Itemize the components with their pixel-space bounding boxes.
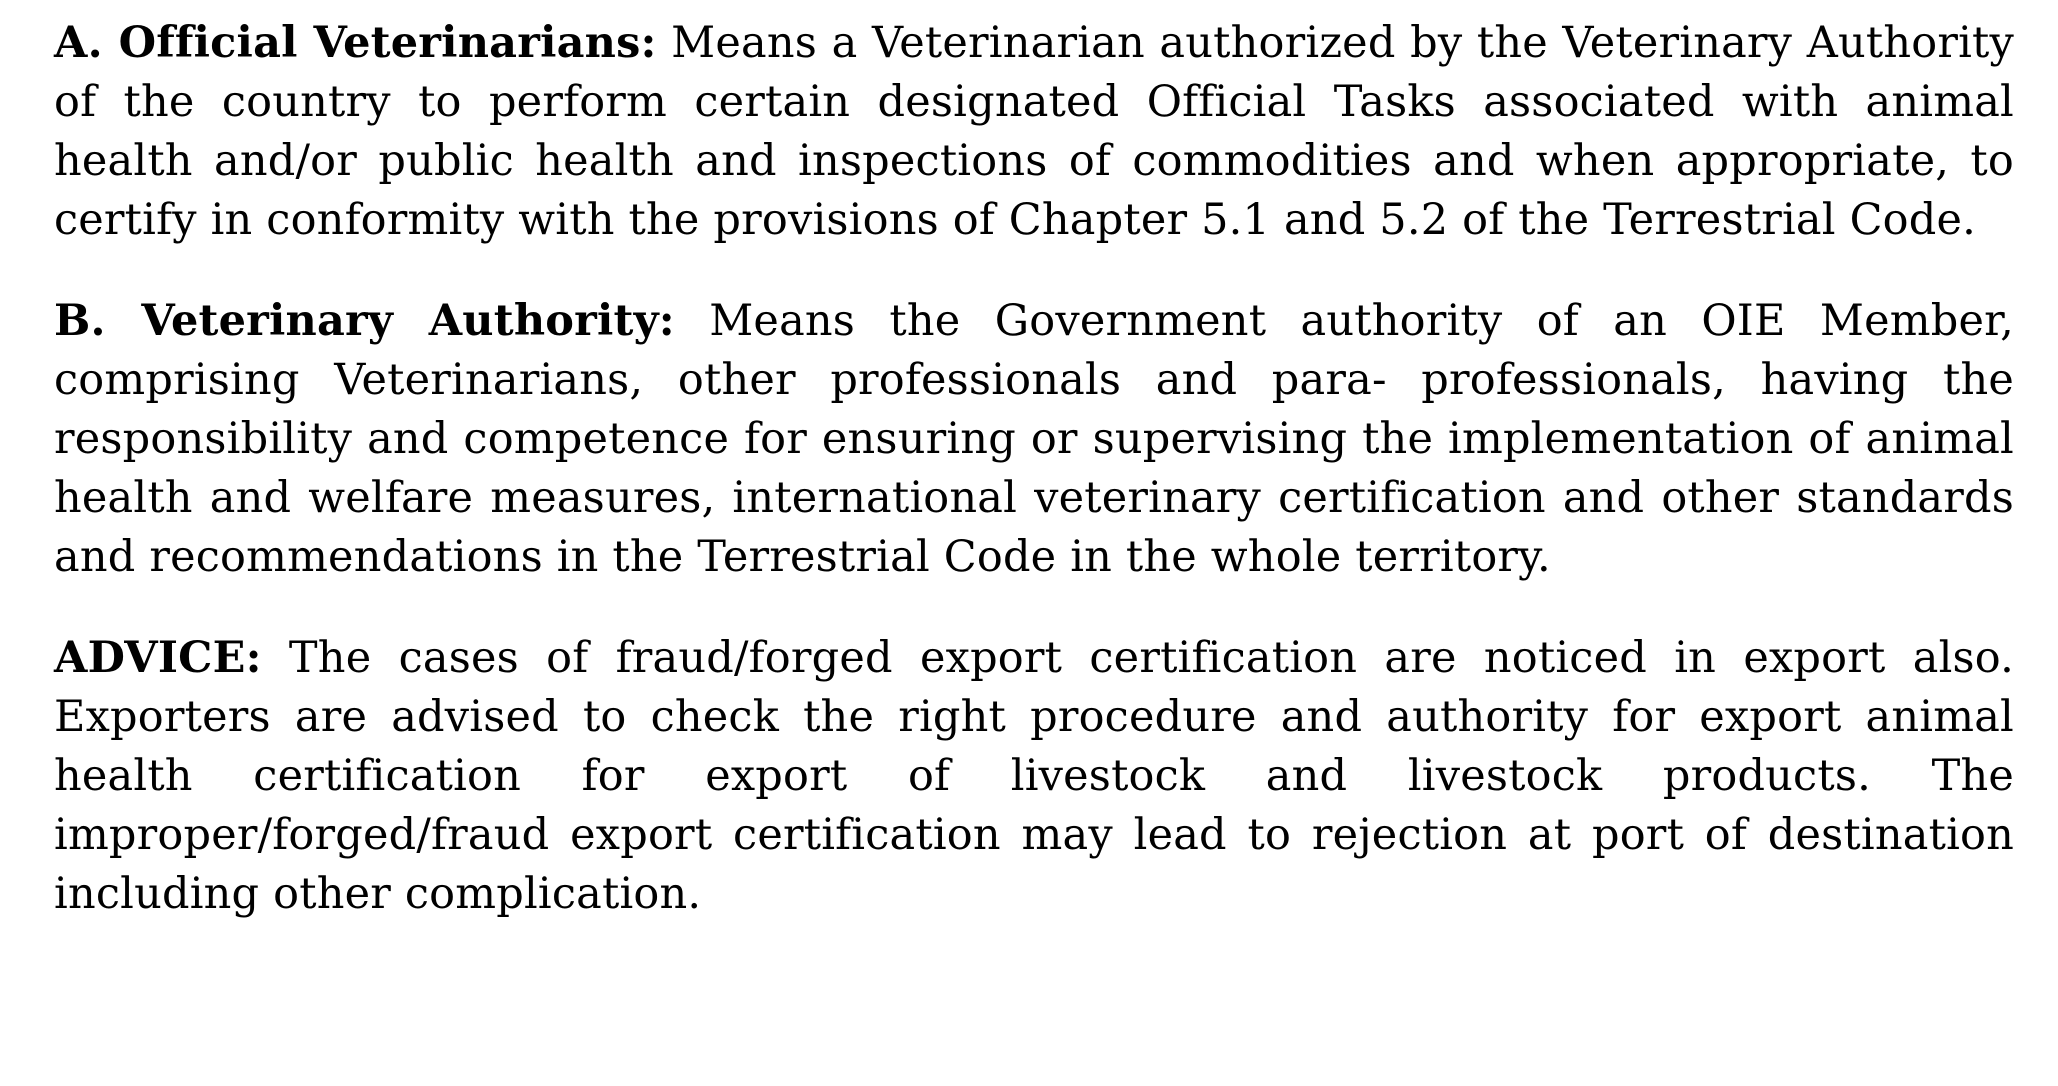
advice-label: ADVICE: (54, 633, 262, 683)
document-page (54, 0, 2014, 1086)
advice-paragraph (54, 629, 2014, 924)
definition-official-veterinarians (54, 14, 2014, 250)
definition-text-official-veterinarians: Means a Veterinarian authorized by the Veterinary Authority of the country to perform certain designated Official Tasks associated with animal health and/or public health and inspections of commodities and when appropriate, to certify in conformity with the provisions of Chapter 5.1 and 5.2 of the Terrestrial Code. (54, 18, 2014, 245)
advice-text: The cases of fraud/forged export certification are noticed in export also. Exporters are advised to check the right procedure and authority for export animal health certification for export of livestock and livestock products. The improper/forged/fraud export certification may lead to rejection at port of destination including other complication. (54, 633, 2014, 919)
term-official-veterinarians: A. Official Veterinarians: (54, 18, 657, 68)
definition-veterinary-authority (54, 292, 2014, 587)
definition-text-veterinary-authority: Means the Government authority of an OIE Member, comprising Veterinarians, other professionals and para- professionals, having the responsibility and competence for ensuring or supervising the implementation of animal health and welfare measures, international veterinary certification and other standards and recommendations in the Terrestrial Code in the whole territory. (54, 296, 2014, 582)
term-veterinary-authority: B. Veterinary Authority: (54, 296, 675, 346)
